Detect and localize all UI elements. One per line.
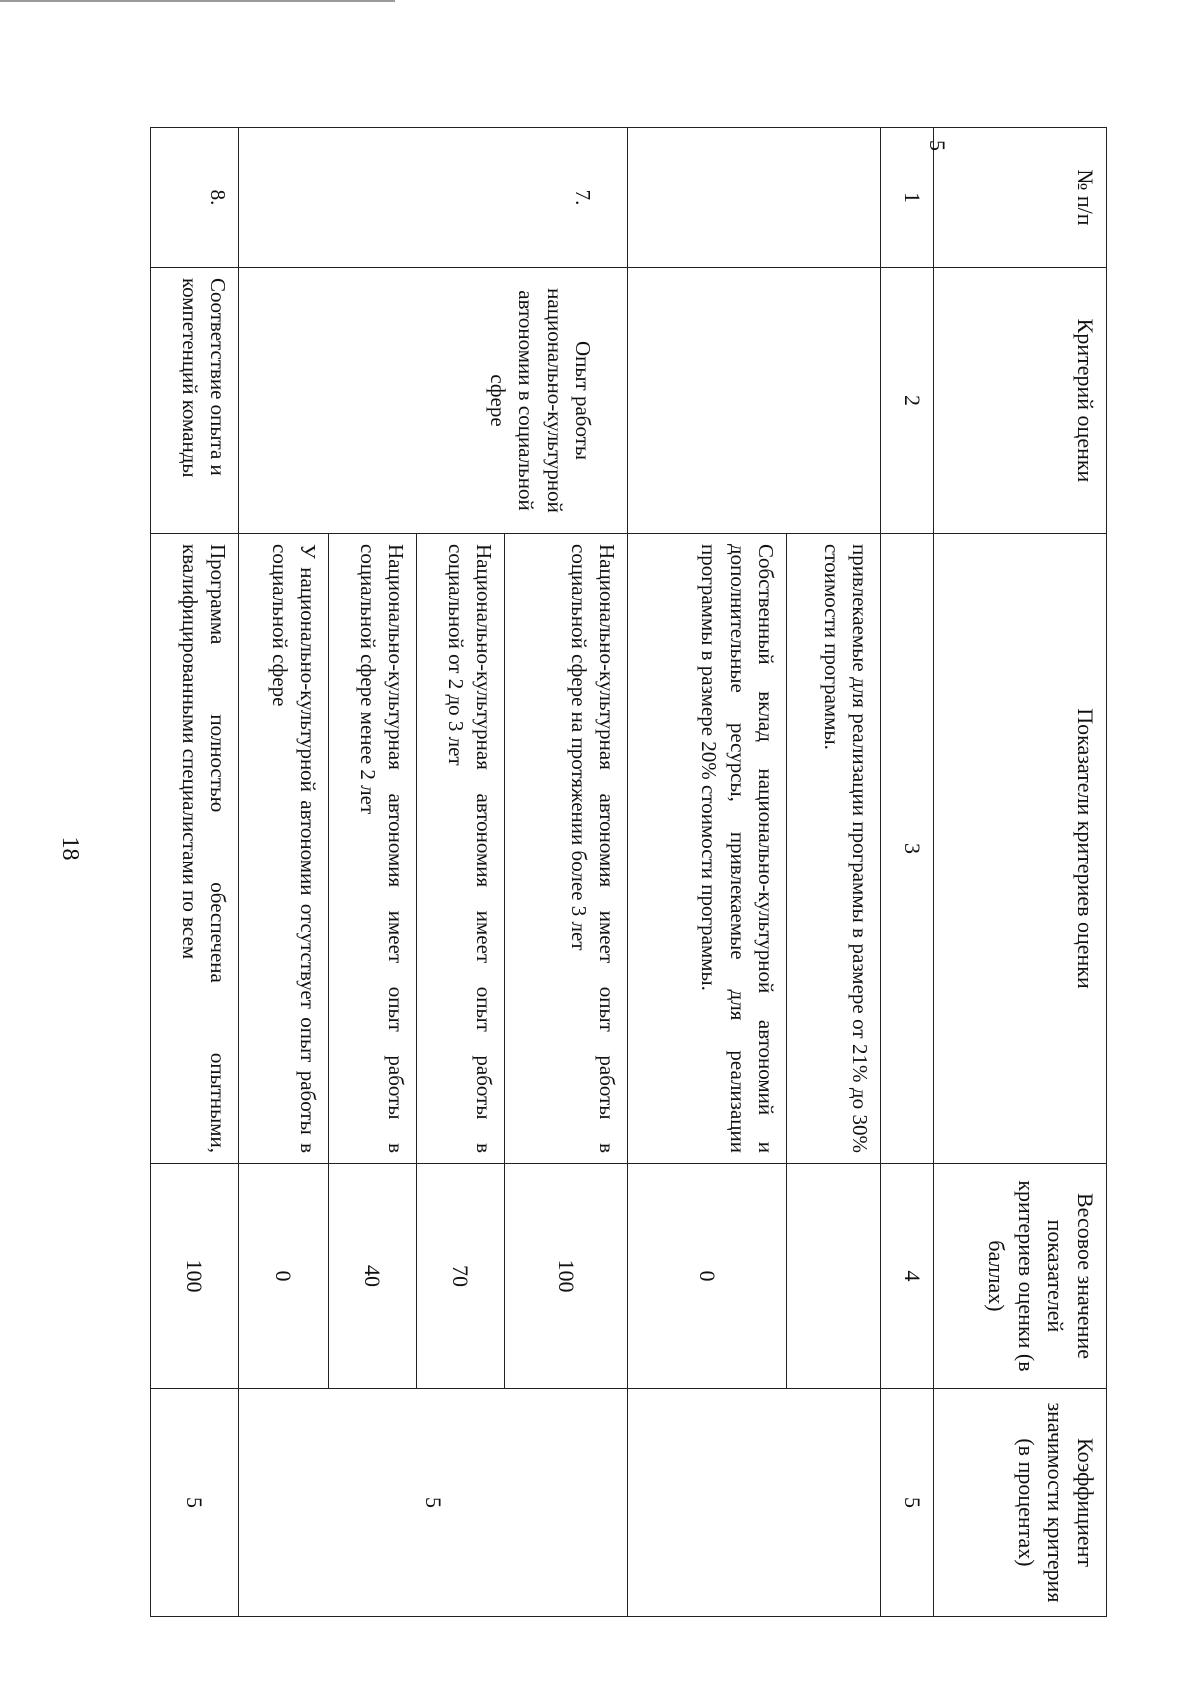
header-coefficient: Коэффициент значимости критерия (в процентах) [934, 1389, 1107, 1617]
continuation-number [628, 128, 881, 268]
coefficient-cell: 5 [239, 1389, 628, 1617]
column-numbers-row [881, 128, 934, 1617]
score-cell: 100 [505, 1164, 628, 1389]
indicator-cell: У национально-культурной автономии отсутствует опыт работы в социальной сфере [239, 534, 329, 1164]
column-number: 4 [881, 1164, 934, 1389]
coefficient-cell [628, 1389, 881, 1617]
criterion-name: Соответствие опыта и компетенций команды [151, 268, 239, 534]
indicator-cell: Национально-культурная автономия имеет опыт работы в социальной от 2 до 3 лет [417, 534, 505, 1164]
table-row [151, 128, 239, 1617]
page-number: 18 [57, 836, 83, 861]
column-number: 5 [881, 1389, 934, 1617]
continuation-coefficient: 5 [925, 140, 950, 151]
criteria-table [150, 127, 1107, 1617]
score-cell: 0 [628, 1164, 787, 1389]
criterion-number: 7. [239, 128, 628, 268]
column-number: 2 [881, 268, 934, 534]
header-criterion: Критерий оценки [934, 268, 1107, 534]
score-cell: 100 [151, 1164, 239, 1389]
score-cell: 0 [239, 1164, 329, 1389]
coefficient-cell: 5 [151, 1389, 239, 1617]
header-weight: Весовое значение показателей критериев оценки (в баллах) [934, 1164, 1107, 1389]
table-row [787, 128, 881, 1617]
score-cell [787, 1164, 881, 1389]
score-cell: 70 [417, 1164, 505, 1389]
header-number: № п/п [934, 128, 1107, 268]
column-number: 3 [881, 534, 934, 1164]
criterion-number: 8. [151, 128, 239, 268]
continuation-criterion [628, 268, 881, 534]
criterion-name: Опыт работы национально-культурной автономии в социальной сфере [239, 268, 628, 534]
column-number: 1 [881, 128, 934, 268]
table-header-row [934, 128, 1107, 1617]
indicator-cell: привлекаемые для реализации программы в размере от 21% до 30% стоимости программы. [787, 534, 881, 1164]
indicator-cell: Национально-культурная автономия имеет опыт работы в социальной сфере менее 2 лет [329, 534, 417, 1164]
table-row [505, 128, 628, 1617]
score-cell: 40 [329, 1164, 417, 1389]
indicator-cell: Программа полностью обеспечена опытными, квалифицированными специалистами по всем [151, 534, 239, 1164]
header-indicators: Показатели критериев оценки [934, 534, 1107, 1164]
indicator-cell: Национально-культурная автономия имеет опыт работы в социальной сфере на протяжении более 3 лет [505, 534, 628, 1164]
indicator-cell: Собственный вклад национально-культурной автономий и дополнительные ресурсы, привлекаемые для реализации программы в размере 20% стоимости программы. [628, 534, 787, 1164]
